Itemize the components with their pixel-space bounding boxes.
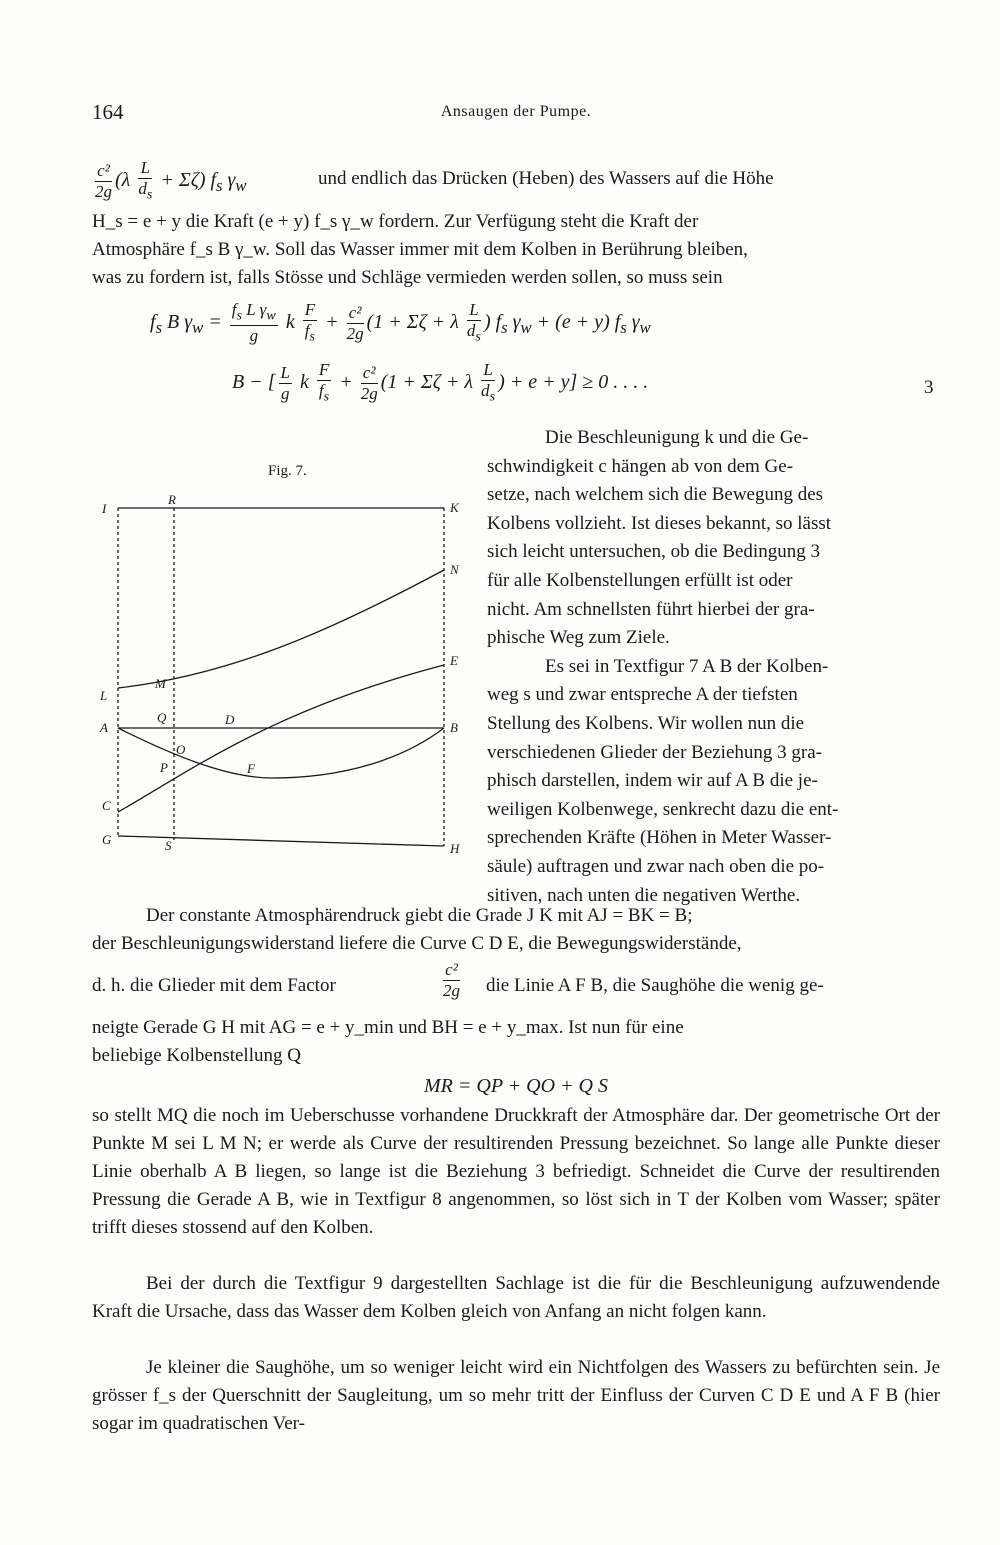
body-line-3a: d. h. die Glieder mit dem Factor [92, 975, 336, 996]
col-a-line-4: sich leicht untersuchen, ob die Bedingung 3 [487, 541, 820, 563]
para1-line2: H_s = e + y die Kraft (e + y) f_s γ_w fordern. Zur Verfügung steht die Kraft der [92, 211, 699, 232]
para1-line4: was zu fordern ist, falls Stösse und Schläge vermieden werden sollen, so muss sein [92, 267, 723, 288]
label-P: P [160, 760, 168, 775]
col-a-line-7: phische Weg zum Ziele. [487, 627, 670, 649]
col-b-line-2: Stellung des Kolbens. Wir wollen nun die [487, 712, 805, 734]
label-H: H [450, 841, 460, 856]
body-paragraph-2: so stellt MQ die noch im Ueberschusse vorhandene Druckkraft der Atmosphäre dar. Der geometrische Ort der Punkte M sei L M N; er werde als Curve der resultirenden Pressung bezeichnet. So lange alle Punkte dieser Linie oberhalb A B liegen, so lange ist die Beziehung 3 befriedigt. Schneidet die Curve der resultirenden Pressung die Gerade A B, wie in Textfigur 8 angenommen, so löst sich in T der Kolben vom Wasser; später trifft dieses stossend auf den Kolben. [92, 1105, 940, 1238]
formula-line-1: $\frac{\text{c²}}{2g}$ (λ $\frac{L}{d_s}$ + Σζ) $f_s$ $\gamma_w$ [95, 158, 247, 203]
body-line-2: der Beschleunigungswiderstand liefere die Curve C D E, die Bewegungswiderstände, [92, 933, 742, 954]
running-head: Ansaugen der Pumpe. [440, 103, 592, 120]
label-R: R [168, 492, 176, 507]
body-line-4: neigte Gerade G H mit AG = e + y_min und BH = e + y_max. Ist nun für eine [92, 1017, 684, 1038]
page-header [92, 100, 940, 128]
body-line-1: Der constante Atmosphärendruck giebt die Grade J K mit AJ = BK = B; [146, 905, 693, 926]
equation-1: $f_s$ B $\gamma_w$ = $\frac{f_s L \gamma_w}{g}$ k $\frac{F}{f_s}$ + $\frac{\text{c²}}{2g}$ (1 + Σζ + λ $\frac{L}{d_s}$ ) $f_s$ $\gamma_w + (e + y)$ $f_s$ $\gamma_w$ [150, 300, 651, 346]
label-Q: Q [157, 710, 167, 725]
equation-number: 3 [924, 377, 934, 398]
label-O: O [176, 742, 186, 757]
figure-7-diagram [92, 460, 477, 880]
curve-CDE [118, 665, 444, 812]
label-N: N [450, 562, 459, 577]
body-paragraph-3: Bei der durch die Textfigur 9 dargestellten Sachlage ist die für die Beschleunigung aufzuwendende Kraft die Ursache, dass das Wasser dem Kolben gleich von Anfang an nicht folgen kann. [92, 1273, 940, 1322]
label-G: G [102, 832, 112, 847]
para1-line1: und endlich das Drücken (Heben) des Wassers auf die Höhe [318, 168, 774, 189]
label-D: D [225, 712, 235, 727]
col-a-line-1: schwindigkeit c hängen ab von dem Ge- [487, 455, 794, 477]
label-M: M [155, 676, 166, 691]
figure-caption: Fig. 7. [268, 463, 307, 479]
body-paragraph-4: Je kleiner die Saughöhe, um so weniger leicht wird ein Nichtfolgen des Wassers zu befürchten sein. Je grösser f_s der Querschnitt der Saugleitung, um so mehr tritt der Einfluss der Curven C D E und A F B (hier sogar im quadratischen Ver- [92, 1357, 940, 1434]
equation-3: B − [ $\frac{L}{g}$ k $\frac{F}{f_s}$ + $\frac{\text{c²}}{2g}$ (1 + Σζ + λ $\frac{L}{d_s}$ ) + e + y] ≥ 0 . . . . [232, 360, 649, 405]
para1-line3: Atmosphäre f_s B γ_w. Soll das Wasser immer mit dem Kolben in Berührung bleiben, [92, 239, 748, 260]
col-b-line-4: phisch darstellen, indem wir auf A B die je- [487, 770, 818, 792]
col-b-line-3: verschiedenen Glieder der Beziehung 3 gra- [487, 741, 822, 763]
equation-mr: MR = QP + QO + Q S [424, 1075, 608, 1097]
col-b-line-0: Es sei in Textfigur 7 A B der Kolben- [545, 655, 829, 677]
col-a-line-6: nicht. Am schnellsten führt hierbei der gra- [487, 598, 815, 620]
label-I: I [102, 501, 107, 516]
label-C: C [102, 798, 111, 813]
label-L: L [100, 688, 108, 703]
col-a-line-0: Die Beschleunigung k und die Ge- [545, 427, 809, 448]
label-E: E [450, 653, 458, 668]
col-b-line-8: sitiven, nach unten die negativen Werthe. [487, 884, 801, 906]
label-F: F [247, 761, 255, 776]
col-b-line-7: säule) auftragen und zwar nach oben die po- [487, 855, 825, 877]
col-a-line-5: für alle Kolbenstellungen erfüllt ist oder [487, 569, 793, 591]
body-line-3b: die Linie A F B, die Saughöhe die wenig ge- [486, 975, 824, 996]
col-b-line-6: sprechenden Kräfte (Höhen in Meter Wasser- [487, 827, 832, 849]
page-number: 164 [92, 100, 124, 124]
factor-fraction: $\frac{\text{c²}}{2g}$ [443, 960, 460, 1000]
label-S: S [165, 838, 172, 853]
body-line-5: beliebige Kolbenstellung Q [92, 1045, 301, 1066]
col-a-line-3: Kolbens vollzieht. Ist dieses bekannt, so lässt [487, 512, 832, 534]
label-B: B [450, 720, 458, 735]
label-K: K [450, 500, 459, 515]
column-paragraph-a [487, 424, 940, 910]
col-b-line-5: weiligen Kolbenwege, senkrecht dazu die ent- [487, 798, 839, 820]
label-A: A [100, 720, 108, 735]
col-a-line-2: setze, nach welchem sich die Bewegung des [487, 484, 824, 506]
col-b-line-1: weg s und zwar entspreche A der tiefsten [487, 684, 798, 706]
curve-LMN [118, 570, 444, 688]
